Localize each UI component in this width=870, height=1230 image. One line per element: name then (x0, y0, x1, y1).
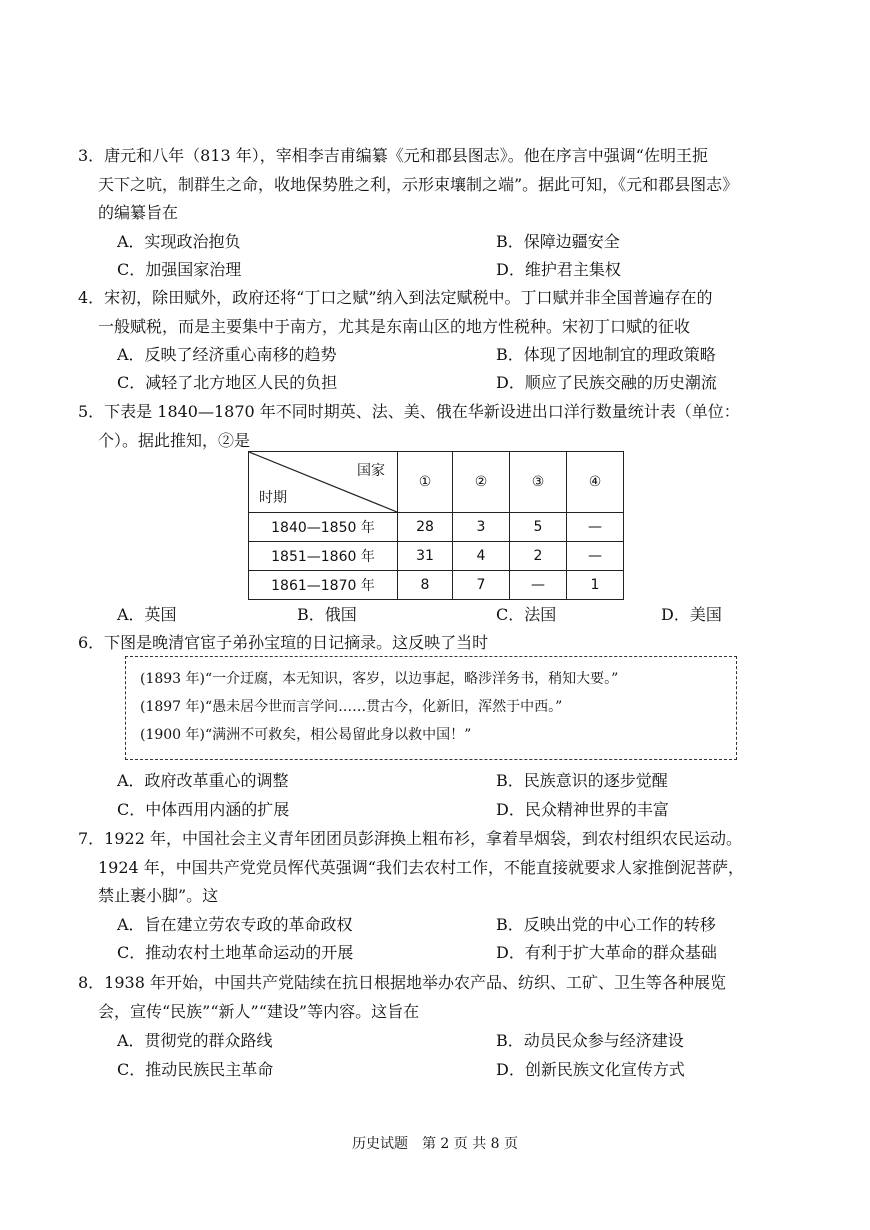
table-row (249, 571, 624, 600)
table-header-cell: ③ (510, 452, 567, 513)
period-cell: 1851—1860 年 (249, 542, 398, 571)
table-cell: 1 (567, 571, 624, 600)
question-8-stem (78, 969, 788, 1026)
question-7-option-b: B．反映出党的中心工作的转移 (496, 915, 716, 934)
question-8-line-2: 会，宣传“民族”“新人”“建设”等内容。这旨在 (98, 1001, 420, 1021)
table-cell: 4 (453, 542, 510, 571)
page-footer: 历史试题 第 2 页 共 8 页 (351, 1136, 519, 1152)
table-cell: 5 (510, 513, 567, 542)
diary-entry-1897: (1897 年)“愚未居今世而言学问……贯古今，化新旧，浑然于中西。” (140, 699, 563, 715)
question-4-option-d: D．顺应了民族交融的历史潮流 (496, 373, 717, 392)
question-3-stem (78, 142, 788, 228)
diary-excerpt-box (125, 656, 737, 760)
table-cell: — (567, 513, 624, 542)
question-7-option-d: D．有利于扩大革命的群众基础 (496, 943, 717, 962)
question-3-option-d: D．维护君主集权 (496, 260, 621, 279)
question-8-option-d: D．创新民族文化宣传方式 (496, 1060, 685, 1079)
question-7-option-c: C．推动农村土地革命运动的开展 (117, 943, 354, 962)
question-3-option-a: A．实现政治抱负 (117, 232, 241, 251)
question-3 (78, 142, 788, 228)
question-3-line-3: 的编纂旨在 (98, 203, 179, 222)
question-5-option-d: D．美国 (661, 605, 722, 624)
question-6-stem (78, 629, 788, 658)
table-cell: 31 (398, 542, 453, 571)
question-5-option-b: B．俄国 (297, 605, 357, 624)
question-7 (78, 825, 788, 911)
question-6-option-a: A．政府改革重心的调整 (117, 771, 289, 790)
question-8 (78, 969, 788, 1026)
table-cell: 3 (453, 513, 510, 542)
table-cell: 7 (453, 571, 510, 600)
question-5-line-2: 个）。据此推知，②是 (98, 430, 251, 450)
table-cell: — (567, 542, 624, 571)
diary-entry-1900: (1900 年)“满洲不可救矣，相公曷留此身以救中国！” (140, 727, 472, 743)
question-6-line-1: 6．下图是晚清官宦子弟孙宝瑄的日记摘录。这反映了当时 (78, 633, 489, 652)
table-cell: 28 (398, 513, 453, 542)
period-cell: 1840—1850 年 (249, 513, 398, 542)
question-5-option-a: A．英国 (117, 605, 177, 624)
question-8-line-1: 8．1938 年开始，中国共产党陆续在抗日根据地举办农产品、纺织、工矿、卫生等各种展览 (78, 973, 726, 992)
question-7-line-3: 禁止裹小脚”。这 (98, 886, 219, 905)
question-4-line-2: 一般赋税，而是主要集中于南方，尤其是东南山区的地方性税种。宋初丁口赋的征收 (98, 316, 691, 336)
question-5 (78, 398, 788, 455)
question-4-option-b: B．体现了因地制宜的理政策略 (496, 345, 716, 364)
question-8-option-c: C．推动民族民主革命 (117, 1060, 274, 1079)
corner-label-country: 国家 (357, 463, 385, 479)
question-4-option-a: A．反映了经济重心南移的趋势 (117, 345, 337, 364)
question-4-option-c: C．减轻了北方地区人民的负担 (117, 373, 338, 392)
corner-label-period: 时期 (259, 490, 287, 506)
question-6-option-b: B．民族意识的逐步觉醒 (496, 771, 668, 790)
question-3-line-2: 天下之吭，制群生之命，收地保势胜之利，示形束壤制之端”。据此可知，《元和郡县图志》 (98, 174, 739, 194)
table-corner-cell (249, 452, 398, 513)
period-cell: 1861—1870 年 (249, 571, 398, 600)
table-row (249, 542, 624, 571)
table-header-cell: ② (453, 452, 510, 513)
question-3-line-1: 3．唐元和八年（813 年），宰相李吉甫编纂《元和郡县图志》。他在序言中强调“佐明王扼 (78, 146, 708, 165)
question-3-option-b: B．保障边疆安全 (496, 232, 620, 251)
table-header-cell: ① (398, 452, 453, 513)
diary-entry-1893: (1893 年)“一介迂腐，本无知识，客岁，以边事起，略涉洋务书，稍知大要。” (140, 671, 619, 687)
question-4-line-1: 4．宋初，除田赋外，政府还将“丁口之赋”纳入到法定赋税中。丁口赋并非全国普遍存在的 (78, 288, 713, 307)
table-cell: — (510, 571, 567, 600)
question-7-option-a: A．旨在建立劳农专政的革命政权 (117, 915, 353, 934)
question-8-option-a: A．贯彻党的群众路线 (117, 1031, 273, 1050)
question-3-option-c: C．加强国家治理 (117, 260, 242, 279)
question-7-line-1: 7．1922 年，中国社会主义青年团团员彭湃换上粗布衫，拿着旱烟袋，到农村组织农民运动。 (78, 829, 742, 848)
table-header-cell: ④ (567, 452, 624, 513)
question-5-stem (78, 398, 788, 455)
question-6-option-d: D．民众精神世界的丰富 (496, 800, 669, 819)
question-6 (78, 629, 788, 658)
question-4-stem (78, 284, 788, 341)
table-cell: 2 (510, 542, 567, 571)
question-7-line-2: 1924 年，中国共产党党员恽代英强调“我们去农村工作，不能直接就要求人家推倒泥菩萨， (98, 857, 744, 877)
question-4 (78, 284, 788, 341)
trading-firms-table (248, 451, 624, 600)
table-cell: 8 (398, 571, 453, 600)
question-8-option-b: B．动员民众参与经济建设 (496, 1031, 684, 1050)
question-6-option-c: C．中体西用内涵的扩展 (117, 800, 290, 819)
table-row (249, 513, 624, 542)
question-5-option-c: C．法国 (496, 605, 557, 624)
table-header-row (249, 452, 624, 513)
question-7-stem (78, 825, 788, 911)
question-5-line-1: 5．下表是 1840—1870 年不同时期英、法、美、俄在华新设进出口洋行数量统计表（单位： (78, 402, 740, 421)
